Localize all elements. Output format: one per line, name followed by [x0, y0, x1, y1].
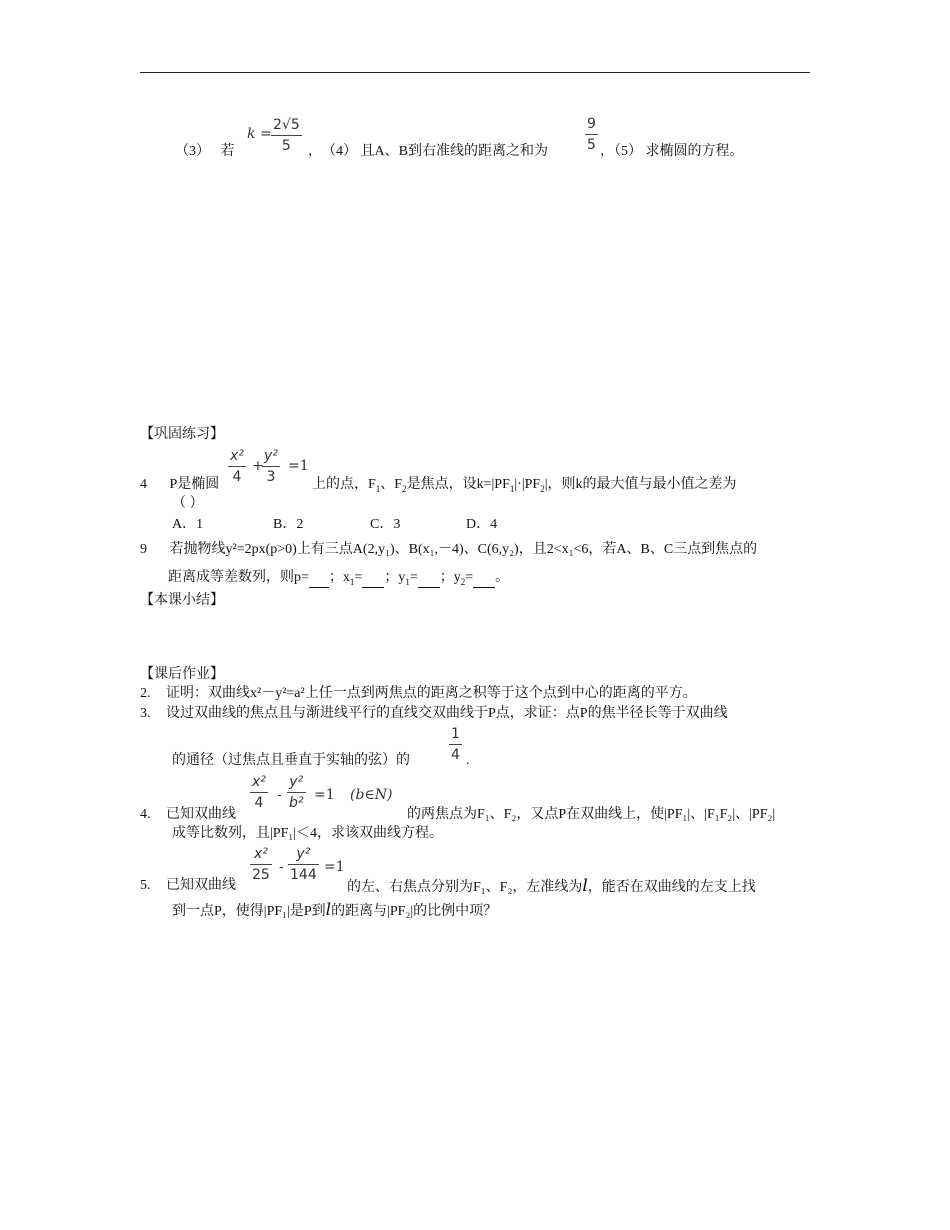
q4-paren: （ ） — [172, 496, 204, 511]
ellipse-plus: + — [252, 458, 264, 474]
q4-option-d: D．4 — [466, 517, 498, 532]
ellipse-frac-x: x² 4 — [230, 448, 244, 485]
k-denominator: 5 — [281, 138, 291, 154]
q9-number: 9 — [140, 542, 147, 557]
hw-q4-condition: (b∈N) — [350, 787, 393, 803]
hw-q5-line-2: 到一点P，使得|PF₁|是P到l的距离与|PF₂|的比例中项？ — [172, 900, 498, 920]
q9-line-2: 距离成等差数列，则p= ；$x_1=$ ；$y_1=$ ；$y_2=$ 。 — [168, 570, 510, 587]
ellipse-equals-one: =1 — [288, 458, 309, 474]
k-fraction — [271, 117, 302, 154]
directrix-l-symbol-2: l — [325, 900, 332, 920]
part3-label: （3） — [175, 144, 210, 159]
top-question-line — [175, 143, 235, 161]
hw-q5-line-1b: 的左、右焦点分别为F₁、F₂，左准线为l，能否在双曲线的左支上找 — [347, 876, 756, 896]
hw-q5-frac-y: y² 144 — [290, 846, 317, 883]
hw-q3-line-1: 3. 设过双曲线的焦点且与渐进线平行的直线交双曲线于P点，求证：点P的焦半径长等于双曲线 — [140, 706, 728, 721]
distance-fraction — [585, 116, 598, 153]
hw-q4-line-2: 成等比数列，且|PF₁|＜4，求该双曲线方程。 — [172, 826, 444, 841]
q4-option-b: B．2 — [273, 517, 304, 532]
hw-q2: 2. 证明：双曲线x²－y²=a²上任一点到两焦点的距离之积等于这个点到中心的距离的平方。 — [140, 686, 697, 701]
q4-number: 4 — [140, 477, 147, 492]
hw-q4-line-1: 4. 已知双曲线 — [140, 807, 236, 822]
hw-q3-fraction: 1 4 — [451, 726, 460, 763]
hw-q4-minus: - — [277, 787, 282, 803]
comma-1: ， — [308, 144, 322, 159]
hw-q3-number: 3. — [140, 706, 151, 721]
ellipse-frac-y: y² 3 — [264, 448, 278, 485]
hw-q5-minus: - — [279, 859, 284, 875]
k-variable: k = — [247, 126, 272, 142]
q4-prefix: P是椭圆 — [169, 477, 220, 492]
hw-q4-frac-y: y² b² — [289, 774, 304, 811]
k-numerator: 2√5 — [273, 117, 300, 133]
hw-q4-equals: =1 — [314, 787, 335, 803]
q4-option-a: A．1 — [172, 517, 204, 532]
q9-line-1: 9 若抛物线y²=2px(p>0)上有三点A(2,y₁)、B(x₁,－4)、C(6,y₂)，且2<x₁<6，若A、B、C三点到焦点的 — [140, 542, 758, 557]
hw-q3-line-2: 的通径（过焦点且垂直于实轴的弦）的 — [172, 753, 410, 768]
hw-q5-frac-x: x² 25 — [252, 846, 270, 883]
distance-numerator: 9 — [587, 116, 596, 132]
hw-q4-frac-x: x² 4 — [252, 774, 266, 811]
q4-text: 上的点，$F_1$、$F_2$是焦点，设$k=|PF_1|\cdot|PF_2|$，则k的最大值与最小值之差为 — [312, 477, 737, 494]
hw-q4-number: 4. — [140, 807, 151, 822]
part4-text: （4） 且A、B到右准线的距离之和为 — [322, 144, 548, 159]
homework-heading: 【课后作业】 — [140, 667, 224, 682]
consolidation-heading: 【巩固练习】 — [140, 427, 224, 442]
header-rule — [140, 72, 810, 73]
distance-denominator: 5 — [587, 137, 596, 153]
hw-q4-line-1b: 的两焦点为F₁、F₂，又点P在双曲线上，使|PF₁|、|F₁F₂|、|PF₂| — [407, 807, 776, 822]
hw-q5-line-1: 5. 已知双曲线 — [140, 878, 236, 893]
part3-if: 若 — [220, 144, 235, 159]
hw-q2-number: 2. — [140, 686, 151, 701]
part5-text: ，（5） 求椭圆的方程。 — [600, 144, 744, 159]
hw-q5-number: 5. — [140, 878, 151, 893]
q4-line — [140, 476, 219, 494]
directrix-l-symbol: l — [582, 876, 588, 896]
q4-option-c: C．3 — [370, 517, 401, 532]
hw-q3-end: . — [466, 753, 470, 768]
summary-heading: 【本课小结】 — [140, 593, 224, 608]
hw-q5-equals: =1 — [324, 859, 345, 875]
